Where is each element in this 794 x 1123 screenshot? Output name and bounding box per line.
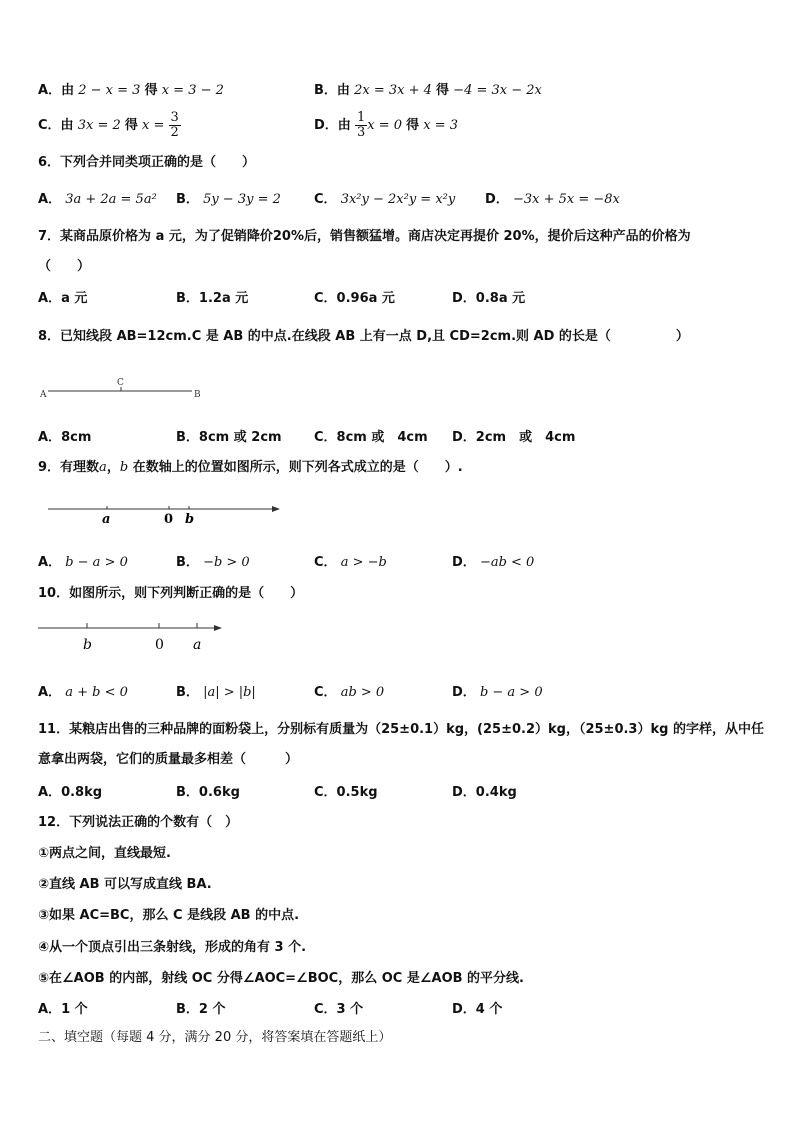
label-a: a (102, 512, 111, 527)
label-b: B (194, 390, 201, 400)
label-a: A (40, 390, 47, 400)
q12-statement-2: ②直线 AB 可以写成直线 BA. (38, 877, 212, 892)
q6-option-d[interactable]: D． −3x + 5x = −8x (485, 192, 620, 207)
q5-option-a[interactable]: A．由 2 − x = 3 得 x = 3 − 2 (38, 83, 224, 98)
q5-option-b[interactable]: B．由 2x = 3x + 4 得 −4 = 3x − 2x (314, 83, 542, 98)
label-b: b (185, 512, 195, 527)
q12-option-c[interactable]: C．3 个 (314, 1002, 364, 1017)
q12-option-b[interactable]: B．2 个 (176, 1002, 226, 1017)
q7-option-a[interactable]: A．a 元 (38, 291, 88, 306)
arrow-right-icon (214, 625, 222, 631)
label-b: b (83, 637, 92, 653)
q12-stem: 12．下列说法正确的个数有（ ） (38, 815, 239, 830)
segment-ab-figure (38, 372, 208, 402)
q10-option-b[interactable]: B． |a| > |b| (176, 685, 256, 700)
q9-option-d[interactable]: D． −ab < 0 (452, 555, 535, 570)
q9-option-a[interactable]: A． b − a > 0 (38, 555, 128, 570)
q9-option-b[interactable]: B． −b > 0 (176, 555, 250, 570)
q8-stem: 8．已知线段 AB=12cm.C 是 AB 的中点.在线段 AB 上有一点 D,且 CD=2cm.则 AD 的长是（ ） (38, 329, 689, 344)
label-c: C (117, 378, 124, 388)
fraction-3-2: $\frac{3}{2}$ (170, 110, 179, 140)
q10-option-d[interactable]: D． b − a > 0 (452, 685, 543, 700)
q8-option-a[interactable]: A．8cm (38, 430, 92, 445)
q6-option-c[interactable]: C． 3x²y − 2x²y = x²y (314, 192, 456, 207)
q10-option-a[interactable]: A． a + b < 0 (38, 685, 128, 700)
q12-statement-3: ③如果 AC=BC，那么 C 是线段 AB 的中点. (38, 908, 300, 923)
q6-option-a[interactable]: A． 3a + 2a = 5a² (38, 192, 157, 207)
q9-stem: 9．有理数a，b 在数轴上的位置如图所示，则下列各式成立的是（ ）. (38, 460, 463, 475)
q10-option-c[interactable]: C． ab > 0 (314, 685, 385, 700)
q12-option-d[interactable]: D．4 个 (452, 1002, 503, 1017)
number-line-q10 (36, 617, 236, 657)
q9-option-c[interactable]: C． a > −b (314, 555, 387, 570)
q7-stem-continued: （ ） (38, 259, 91, 274)
q11-option-b[interactable]: B．0.6kg (176, 785, 240, 800)
q12-statement-1: ①两点之间，直线最短. (38, 846, 171, 861)
q11-stem-continued: 意拿出两袋，它们的质量最多相差（ ） (38, 752, 299, 767)
q7-option-c[interactable]: C．0.96a 元 (314, 291, 395, 306)
q8-option-d[interactable]: D．2cm 或 4cm (452, 430, 576, 445)
q11-option-a[interactable]: A．0.8kg (38, 785, 103, 800)
section-two-heading: 二、填空题（每题 4 分，满分 20 分，将答案填在答题纸上） (38, 1030, 392, 1045)
q6-stem: 6．下列合并同类项正确的是（ ） (38, 155, 256, 170)
q10-stem: 10．如图所示，则下列判断正确的是（ ） (38, 586, 304, 601)
q12-statement-5: ⑤在∠AOB 的内部，射线 OC 分得∠AOC=∠BOC，那么 OC 是∠AOB 的平分线. (38, 971, 524, 986)
q11-option-c[interactable]: C．0.5kg (314, 785, 378, 800)
arrow-right-icon (272, 506, 280, 512)
q12-option-a[interactable]: A．1 个 (38, 1002, 88, 1017)
label-a: a (193, 637, 202, 653)
fraction-1-3: $\frac{1}{3}$ (356, 110, 366, 140)
q11-stem: 11．某粮店出售的三种品牌的面粉袋上，分别标有质量为（25±0.1）kg，(25±0.2）kg，（25±0.3）kg 的字样，从中任 (38, 722, 764, 737)
q12-statement-4: ④从一个顶点引出三条射线，形成的角有 3 个. (38, 940, 307, 955)
q8-option-b[interactable]: B．8cm 或 2cm (176, 430, 282, 445)
q7-option-d[interactable]: D．0.8a 元 (452, 291, 526, 306)
label-zero: 0 (155, 637, 164, 653)
q8-option-c[interactable]: C．8cm 或 4cm (314, 430, 428, 445)
label-zero: 0 (164, 512, 174, 527)
q11-option-d[interactable]: D．0.4kg (452, 785, 517, 800)
number-line-q9 (38, 496, 288, 528)
q7-stem: 7．某商品原价格为 a 元，为了促销降价20%后，销售额猛增。商店决定再提价 20%，提价后这种产品的价格为 (38, 229, 691, 244)
q5-option-d[interactable]: D．由 $\frac{1}{3}$ x = 0 得 x = 3 (314, 110, 459, 140)
q5-option-c[interactable]: C．由 3x = 2 得 x = $\frac{3}{2}$ (38, 110, 179, 140)
q7-option-b[interactable]: B．1.2a 元 (176, 291, 249, 306)
q6-option-b[interactable]: B． 5y − 3y = 2 (176, 192, 281, 207)
